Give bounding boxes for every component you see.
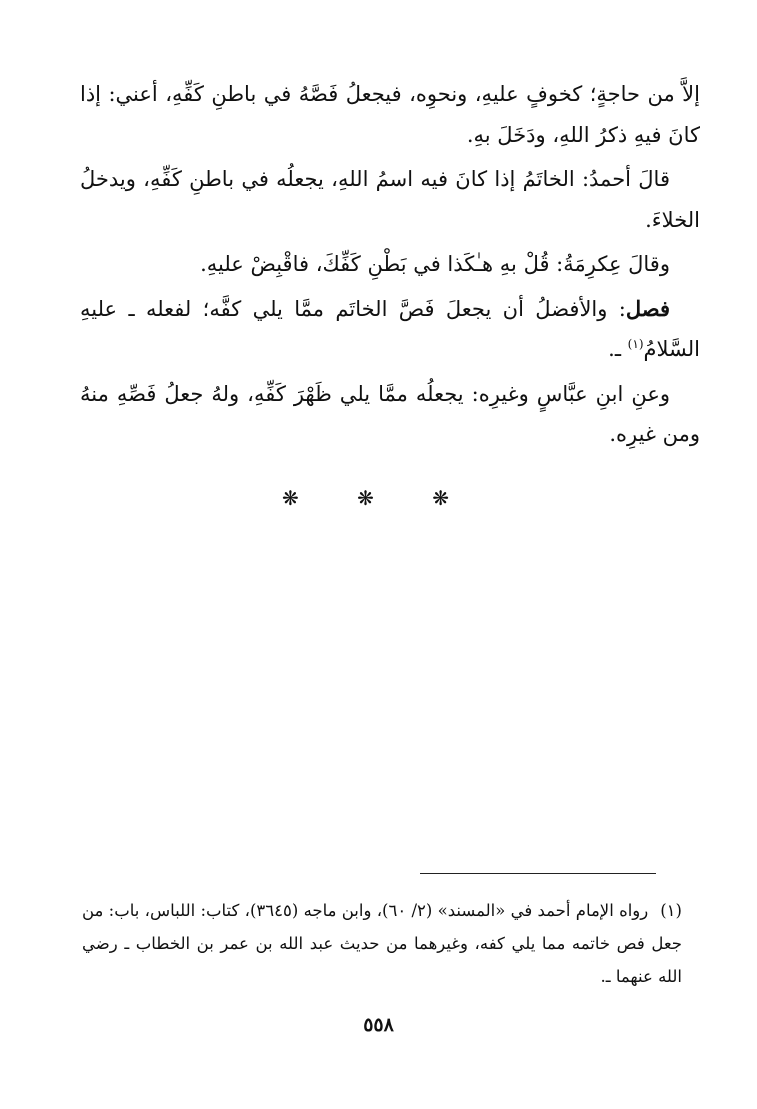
paragraph-2-text: قالَ أحمدُ: الخاتَمُ إذا كانَ فيه اسمُ اللهِ، يجعلُه في باطنِ كَفِّهِ، ويدخلُ الخلاءَ. <box>80 167 700 232</box>
paragraph-4-text: : والأفضلُ أن يجعلَ فَصَّ الخاتَم ممَّا يلي كفَّه؛ لفعله ـ عليهِ السَّلامُ <box>80 296 700 361</box>
paragraph-3-text: وقالَ عِكرِمَةُ: قُلْ بهِ هـٰكَذا في بَطْنِ كَفِّكَ، فاقْبِضْ عليهِ. <box>200 252 670 276</box>
paragraph-2 <box>80 159 700 240</box>
footnote-divider <box>420 873 656 874</box>
paragraph-4 <box>80 289 700 370</box>
section-label: فصل <box>625 295 670 321</box>
paragraph-5 <box>80 374 700 455</box>
paragraph-1-text: إلاَّ من حاجةٍ؛ كخوفٍ عليهِ، ونحوِه، فيجعلُ فَصَّهُ في باطنِ كَفِّهِ، أعني: إذا كانَ فيهِ ذكرُ اللهِ، ودَخَلَ بهِ. <box>80 82 700 147</box>
paragraph-1 <box>80 74 700 155</box>
paragraph-5-text: وعنِ ابنِ عبَّاسٍ وغيرِه: يجعلُه ممَّا يلي ظَهْرَ كَفِّهِ، ولهُ جعلُ فَصِّهِ منهُ ومن غيرِه. <box>80 381 700 446</box>
page-number: ٥٥٨ <box>363 1014 394 1036</box>
footnote-number: (١) <box>660 901 682 920</box>
footnote <box>82 894 682 993</box>
paragraph-3 <box>80 244 700 285</box>
footnote-reference[interactable]: (١) <box>627 337 644 351</box>
paragraph-4-tail: ـ. <box>608 337 628 361</box>
main-text <box>80 74 700 459</box>
section-separator: ❋ ❋ ❋ <box>282 486 475 510</box>
footnote-text: رواه الإمام أحمد في «المسند» (٢/ ٦٠)، وابن ماجه (٣٦٤٥)، كتاب: اللباس، باب: من جعل فص خاتمه مما يلي كفه، وغيرهما من حديث عبد الله بن عمر بن الخطاب ـ رضي الله عنهما ـ. <box>82 901 682 986</box>
